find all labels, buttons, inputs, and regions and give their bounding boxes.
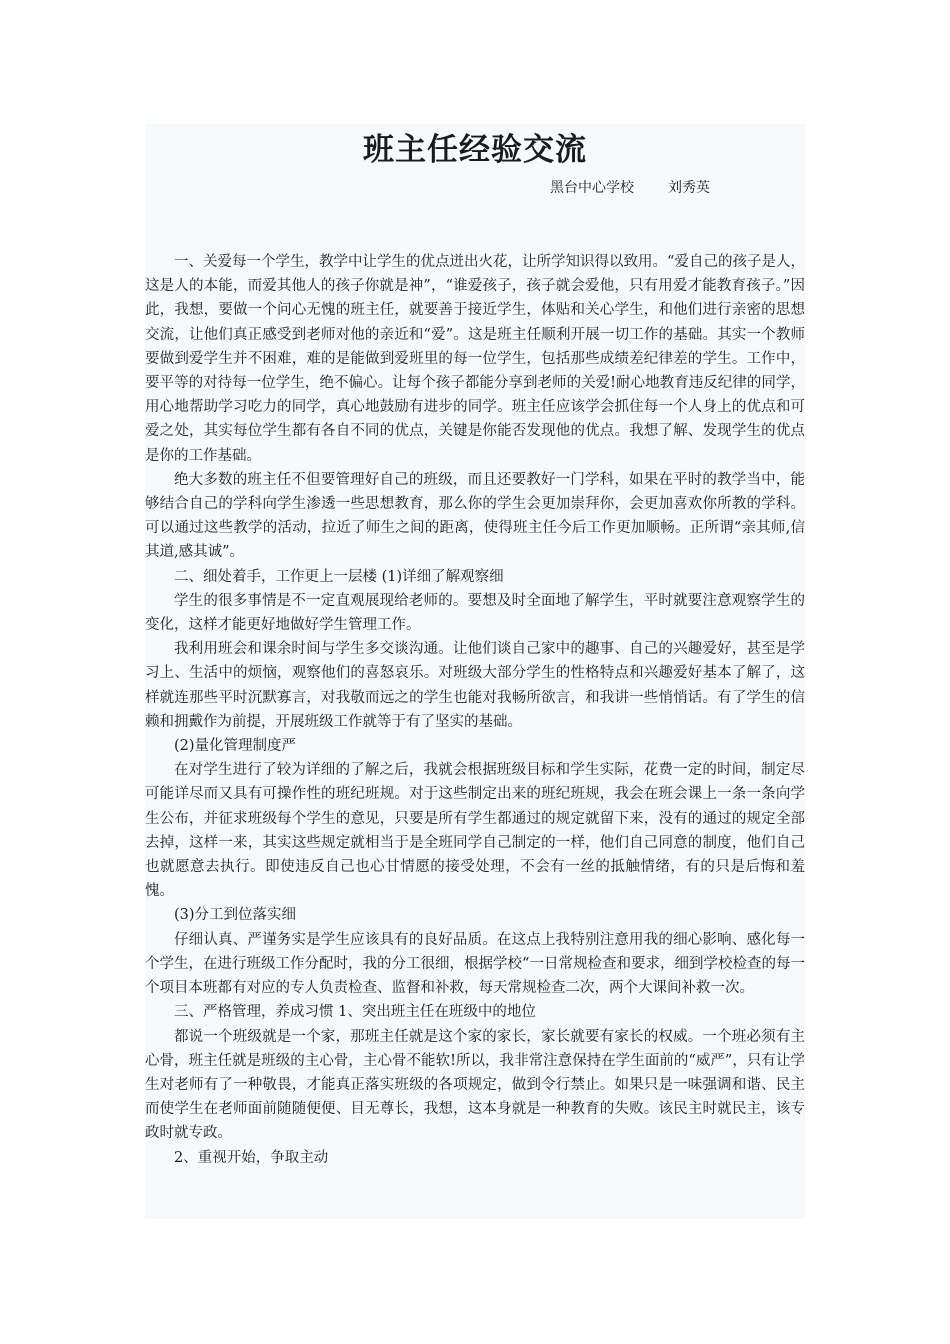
- document-title: 班主任经验交流: [363, 132, 587, 168]
- author-name: 刘秀英: [668, 180, 710, 196]
- byline: [550, 178, 710, 198]
- subsection-heading: (2)量化管理制度严: [174, 738, 297, 755]
- subsection-heading: (3)分工到位落实细: [174, 907, 297, 924]
- subsection-heading: 2、重视开始，争取主动: [174, 1149, 329, 1166]
- paragraph: 都说一个班级就是一个家，那班主任就是这个家的家长，家长就要有家长的权威。一个班必须有主心骨，班主任就是班级的主心骨，主心骨不能软!所以，我非常注意保持在学生面前的“威严”，只有让学生对老师有了一种敬畏，才能真正落实班级的各项规定，做到令行禁止。如果只是一味强调和谐、民主而使学生在老师面前随随便便、目无尊长，我想，这本身就是一种教育的失败。该民主时就民主，该专政时就专政。: [145, 1028, 805, 1142]
- section-heading: 二、细处着手，工作更上一层楼 (1)详细了解观察细: [174, 568, 504, 585]
- document-body: [145, 250, 805, 1170]
- paragraph: 我利用班会和课余时间与学生多交谈沟通。让他们谈自己家中的趣事、自己的兴趣爱好，甚至是学习上、生活中的烦恼，观察他们的喜怒哀乐。对班级大部分学生的性格特点和兴趣爱好基本了解了，这样就连那些平时沉默寡言，对我敬而远之的学生也能对我畅所欲言，和我讲一些悄悄话。有了学生的信赖和拥戴作为前提，开展班级工作就等于有了坚实的基础。: [145, 641, 805, 730]
- paragraph: 学生的很多事情是不一定直观展现给老师的。要想及时全面地了解学生，平时就要注意观察学生的变化，这样才能更好地做好学生管理工作。: [145, 592, 805, 634]
- section-heading: 三、严格管理，养成习惯 1、突出班主任在班级中的地位: [174, 1004, 536, 1021]
- paragraph: 仔细认真、严谨务实是学生应该具有的良好品质。在这点上我特别注意用我的细心影响、感化每一个学生，在进行班级工作分配时，我的分工很细，根据学校“一日常规检查和要求，细到学校检查的每一个项目本班都有对应的专人负责检查、监督和补救，每天常规检查二次，两个大课间补救一次。: [145, 931, 805, 997]
- school-name: 黑台中心学校: [550, 180, 634, 196]
- paragraph: 在对学生进行了较为详细的了解之后，我就会根据班级目标和学生实际，花费一定的时间，制定尽可能详尽而又具有可操作性的班纪班规。对于这些制定出来的班纪班规，我会在班会课上一条一条向学生公布，并征求班级每个学生的意见，只要是所有学生都通过的规定就留下来，没有的通过的规定全部去掉，这样一来，其实这些规定就相当于是全班同学自己制定的一样，他们自己同意的制度，他们自己也就愿意去执行。即使违反自己也心甘情愿的接受处理，不会有一丝的抵触情绪，有的只是后悔和羞愧。: [145, 762, 805, 900]
- paragraph: 绝大多数的班主任不但要管理好自己的班级，而且还要教好一门学科，如果在平时的教学当中，能够结合自己的学科向学生渗透一些思想教育，那么你的学生会更加崇拜你，会更加喜欢你所教的学科。可以通过这些教学的活动，拉近了师生之间的距离，使得班主任今后工作更加顺畅。正所谓“亲其师,信其道,感其诚”。: [145, 471, 805, 561]
- paragraph: 一、关爱每一个学生，教学中让学生的优点迸出火花，让所学知识得以致用。“爱自己的孩子是人，这是人的本能，而爱其他人的孩子你就是神”，“谁爱孩子，孩子就会爱他，只有用爱才能教育孩子。”因此，我想，要做一个问心无愧的班主任，就要善于接近学生，体贴和关心学生，和他们进行亲密的思想交流，让他们真正感受到老师对他的亲近和“爱”。这是班主任顺利开展一切工作的基础。其实一个教师要做到爱学生并不困难，难的是能做到爱班里的每一位学生，包括那些成绩差纪律差的学生。工作中，要平等的对待每一位学生，绝不偏心。让每个孩子都能分享到老师的关爱!耐心地教育违反纪律的同学，用心地帮助学习吃力的同学，真心地鼓励有进步的同学。班主任应该学会抓住每一个人身上的优点和可爱之处，其实每位学生都有各自不同的优点，关键是你能否发现他的优点。我想了解、发现学生的优点是你的工作基础。: [145, 254, 805, 464]
